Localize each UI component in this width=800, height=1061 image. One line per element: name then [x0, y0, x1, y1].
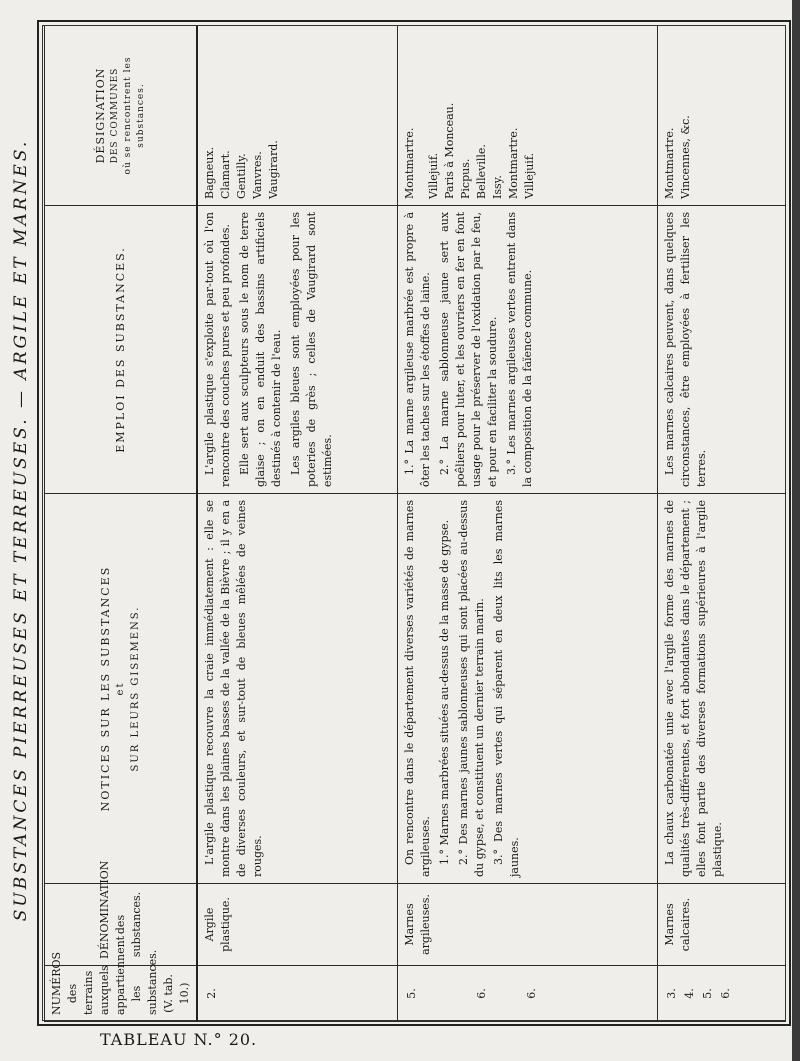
commune: Gentilly.: [235, 153, 249, 199]
commune: Vanvres.: [251, 151, 265, 199]
header-denomination: DÉNOMINATION des substances.: [45, 884, 198, 966]
page-edge-shadow: [792, 0, 800, 1061]
tableau-label: TABLEAU N.° 20.: [100, 1030, 258, 1049]
emploi-paragraph: Elle sert aux sculpteurs sous le nom de terre glaise ; on en enduit des bassins artificiels destinés à contenir de l'eau.: [238, 212, 284, 487]
header-numeros: NUMÉROS des terrains auxquels appartiennent les substances. (V. tab. 10.): [45, 966, 198, 1022]
commune: Vaugirard.: [267, 140, 281, 199]
table-row-argile-plastique: [197, 26, 397, 1022]
row-denomination: Marnes argileuses.: [397, 884, 657, 966]
row-communes: [397, 26, 657, 206]
page-title-container: [8, 40, 34, 1020]
header-designation-line2: DES COMMUNES: [110, 67, 121, 164]
numero: 6.: [718, 988, 732, 999]
row-notices: [197, 494, 397, 884]
row-emploi: [197, 206, 397, 494]
header-notices-line2: et: [115, 681, 127, 696]
commune: Clamart.: [219, 150, 233, 199]
commune: Issy.: [490, 175, 504, 199]
numero: 4.: [682, 988, 696, 999]
header-notices-line1: NOTICES SUR LES SUBSTANCES: [99, 565, 113, 812]
table-rotated: [44, 26, 786, 1022]
numero: 5.: [404, 988, 418, 999]
table-header-row: [45, 26, 198, 1022]
commune: Montmartre.: [506, 127, 520, 199]
commune: Belleville.: [474, 144, 488, 199]
row-notices: [657, 494, 786, 884]
commune: Villejuif.: [522, 152, 536, 199]
row-communes: [197, 26, 397, 206]
table-rotation-wrapper: [44, 26, 786, 1022]
row-numeros: [657, 966, 786, 1022]
numero: 6.: [474, 988, 488, 999]
row-numeros: [397, 966, 657, 1022]
notice-paragraph: 3.° Des marnes vertes qui séparent en deux lits les marnes jaunes.: [491, 500, 521, 877]
substances-table: [44, 26, 786, 1022]
emploi-paragraph: 3.° Les marnes argileuses vertes entrent dans la composition de la faïence commune.: [504, 212, 534, 487]
numero: 3.: [664, 988, 678, 999]
emploi-paragraph: 2.° La marne sablonneuse jaune sert aux poêliers pour luter, et les ouvriers en fer en font usage pour le préserver de l'oxidation par le feu, et pour en faciliter la soudure.: [437, 212, 499, 487]
emploi-paragraph: 1.° La marne argileuse marbrée est propre à ôter les taches sur les étoffes de laine.: [402, 212, 432, 487]
header-designation-line3: où se rencontrent les substances.: [123, 56, 147, 175]
header-designation-line1: DÉSIGNATION: [94, 67, 108, 164]
row-communes: [657, 26, 786, 206]
row-denomination: Argile plastique.: [197, 884, 397, 966]
table-row-marnes-calcaires: [657, 26, 786, 1022]
commune: Villejuif.: [426, 152, 440, 199]
header-designation: [45, 26, 198, 206]
row-notices: [397, 494, 657, 884]
commune: Paris à Monceau.: [442, 102, 456, 199]
notice-paragraph: On rencontre dans le département diverses variétés de marnes argileuses.: [402, 500, 432, 877]
numero: 2.: [205, 988, 219, 999]
numero: 6.: [524, 988, 538, 999]
header-notices-line3: SUR LEURS GISEMENS.: [129, 605, 141, 772]
emploi-paragraph: L'argile plastique s'exploite par-tout où l'on rencontre des couches pures et peu profondes.: [203, 212, 233, 487]
commune: Vincennes, &c.: [678, 115, 692, 199]
notice-paragraph: L'argile plastique recouvre la craie immédiatement : elle se montre dans les plaines basses de la vallée de la Bièvre ; il y en a de diverses couleurs, et sur-tout de bleues mêlées de veines rouges.: [203, 500, 265, 877]
commune: Montmartre.: [402, 127, 416, 199]
notice-paragraph: 2.° Des marnes jaunes sablonneuses qui sont placées au-dessus du gypse, et constituent un dernier terrain marin.: [456, 500, 486, 877]
row-numeros: [197, 966, 397, 1022]
commune: Montmartre.: [662, 127, 676, 199]
numero: 5.: [700, 988, 714, 999]
row-denomination: Marnes calcaires.: [657, 884, 786, 966]
header-notices: [45, 494, 198, 884]
commune: Bagneux.: [203, 146, 217, 199]
emploi-paragraph: Les argiles bleues sont employées pour les poteries de grès ; celles de Vaugirard sont estimées.: [289, 212, 334, 487]
notice-paragraph: La chaux carbonatée unie avec l'argile forme des marnes de qualités très-différentes, et fort abondantes dans le département ; elles font partie des diverses formations supérieures à l'argile plastique.: [662, 500, 724, 877]
header-emploi: EMPLOI DES SUBSTANCES.: [45, 206, 198, 494]
emploi-paragraph: Les marnes calcaires peuvent, dans quelques circonstances, être employées à fertiliser les terres.: [662, 212, 708, 487]
row-emploi: [397, 206, 657, 494]
notice-paragraph: 1.° Marnes marbrées situées au-dessus de la masse de gypse.: [437, 519, 451, 865]
commune: Picpus.: [458, 158, 472, 199]
row-emploi: [657, 206, 786, 494]
table-row-marnes-argileuses: [397, 26, 657, 1022]
page-title: SUBSTANCES PIERREUSES ET TERREUSES. — ARGILE ET MARNES.: [11, 138, 31, 922]
